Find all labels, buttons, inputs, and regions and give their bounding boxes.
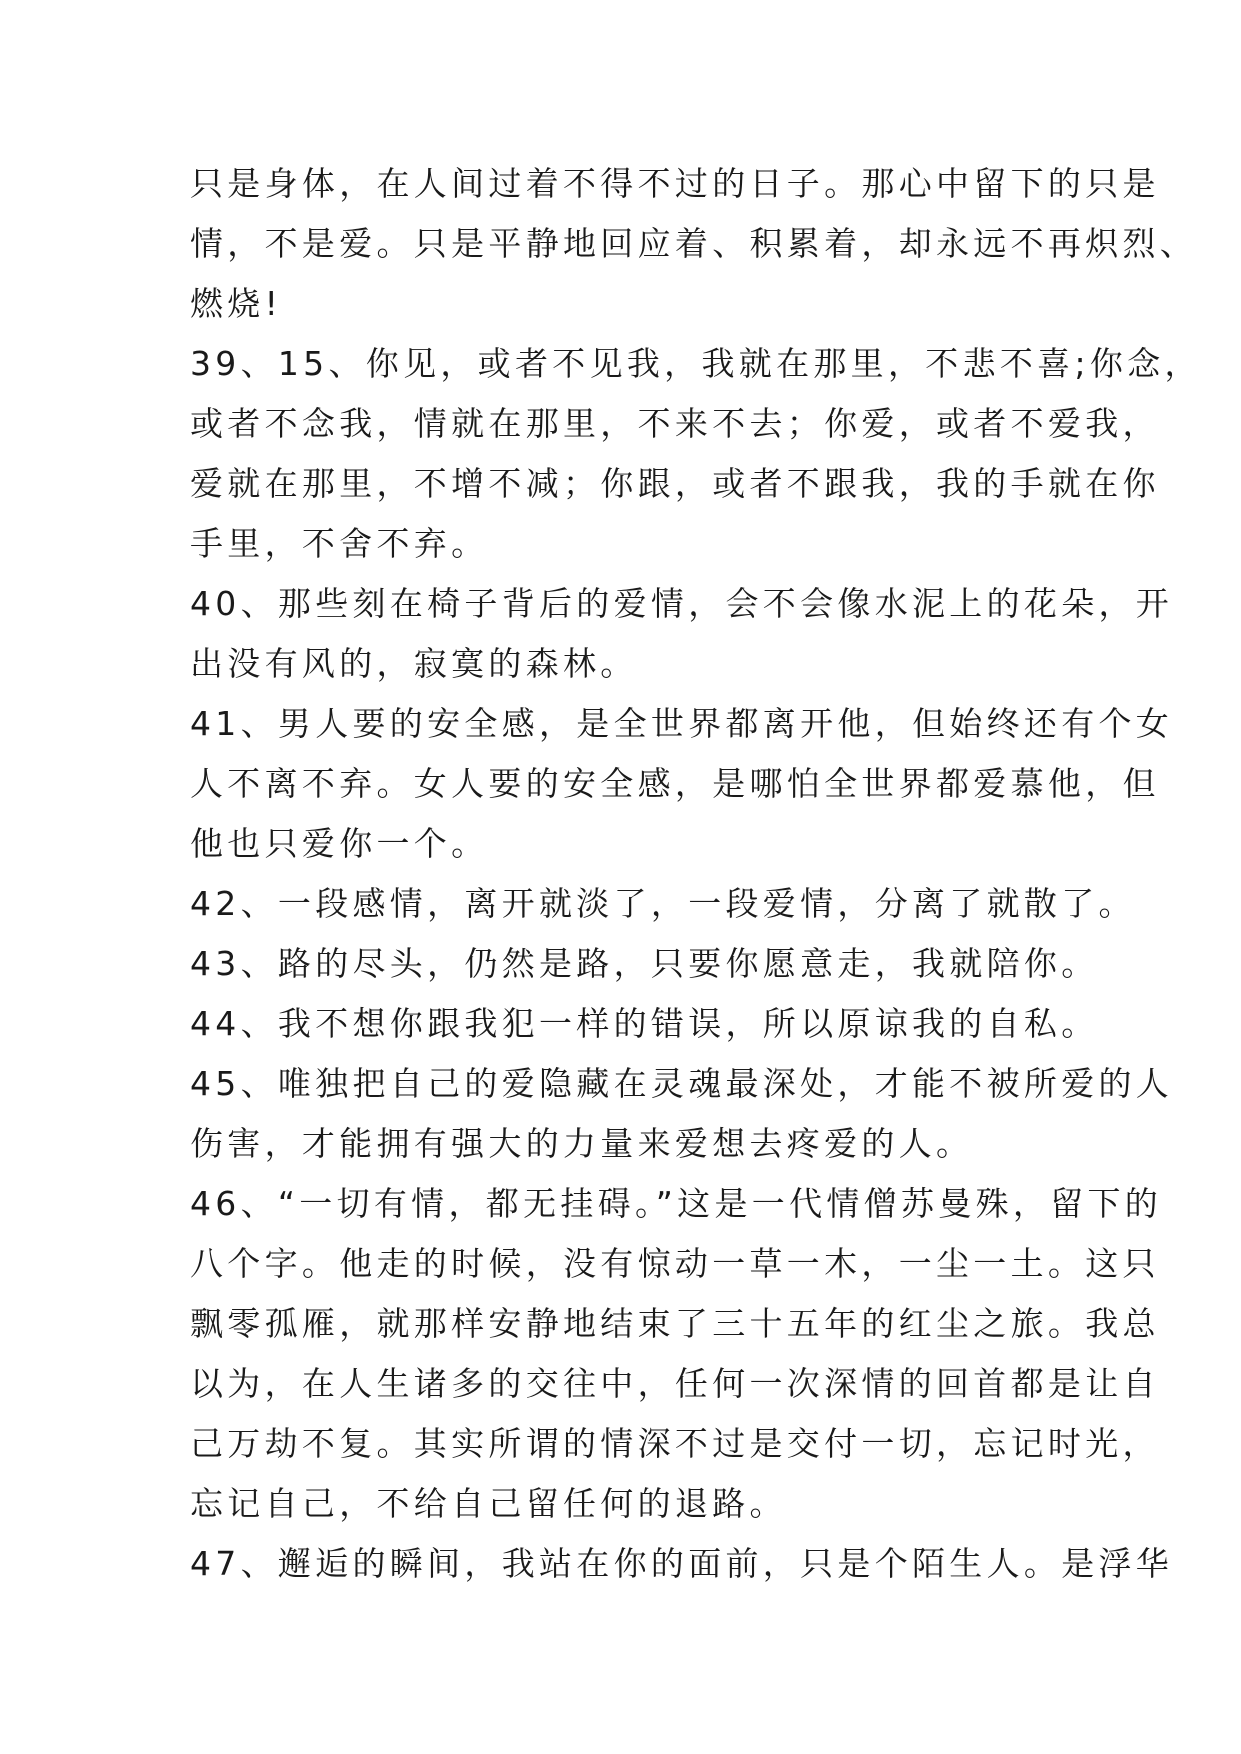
text-line: 手里，不舍不弃。 — [190, 524, 489, 563]
text-line: 八个字。他走的时候，没有惊动一草一木，一尘一土。这只 — [190, 1244, 1160, 1283]
text-line: 45、唯独把自己的爱隐藏在灵魂最深处，才能不被所爱的人 — [190, 1064, 1174, 1103]
text-line: 己万劫不复。其实所谓的情深不过是交付一切，忘记时光， — [190, 1424, 1160, 1463]
text-line: 人不离不弃。女人要的安全感，是哪怕全世界都爱慕他，但 — [190, 764, 1160, 803]
text-line: 燃烧! — [190, 284, 283, 323]
text-line: 39、15、你见，或者不见我，我就在那里，不悲不喜;你念， — [190, 344, 1202, 383]
document-body — [190, 154, 1202, 1594]
text-line: 忘记自己，不给自己留任何的退路。 — [190, 1484, 787, 1523]
text-line: 或者不念我，情就在那里，不来不去；你爱，或者不爱我， — [190, 404, 1160, 443]
text-line: 40、那些刻在椅子背后的爱情，会不会像水泥上的花朵，开 — [190, 584, 1174, 623]
text-line: 伤害，才能拥有强大的力量来爱想去疼爱的人。 — [190, 1124, 974, 1163]
text-line: 出没有风的，寂寞的森林。 — [190, 644, 638, 683]
text-line: 情，不是爱。只是平静地回应着、积累着，却永远不再炽烈、 — [190, 224, 1198, 263]
text-line: 43、路的尽头，仍然是路，只要你愿意走，我就陪你。 — [190, 944, 1099, 983]
text-line: 46、“一切有情，都无挂碍。”这是一代情僧苏曼殊，留下的 — [190, 1184, 1163, 1223]
text-line: 飘零孤雁，就那样安静地结束了三十五年的红尘之旅。我总 — [190, 1304, 1160, 1343]
text-line: 以为，在人生诸多的交往中，任何一次深情的回首都是让自 — [190, 1364, 1160, 1403]
text-line: 41、男人要的安全感，是全世界都离开他，但始终还有个女 — [190, 704, 1174, 743]
text-line: 42、一段感情，离开就淡了，一段爱情，分离了就散了。 — [190, 884, 1136, 923]
text-line: 爱就在那里，不增不减；你跟，或者不跟我，我的手就在你 — [190, 464, 1160, 503]
text-line: 他也只爱你一个。 — [190, 824, 489, 863]
text-line: 47、邂逅的瞬间，我站在你的面前，只是个陌生人。是浮华 — [190, 1544, 1174, 1583]
text-line: 44、我不想你跟我犯一样的错误，所以原谅我的自私。 — [190, 1004, 1099, 1043]
text-line: 只是身体，在人间过着不得不过的日子。那心中留下的只是 — [190, 164, 1160, 203]
